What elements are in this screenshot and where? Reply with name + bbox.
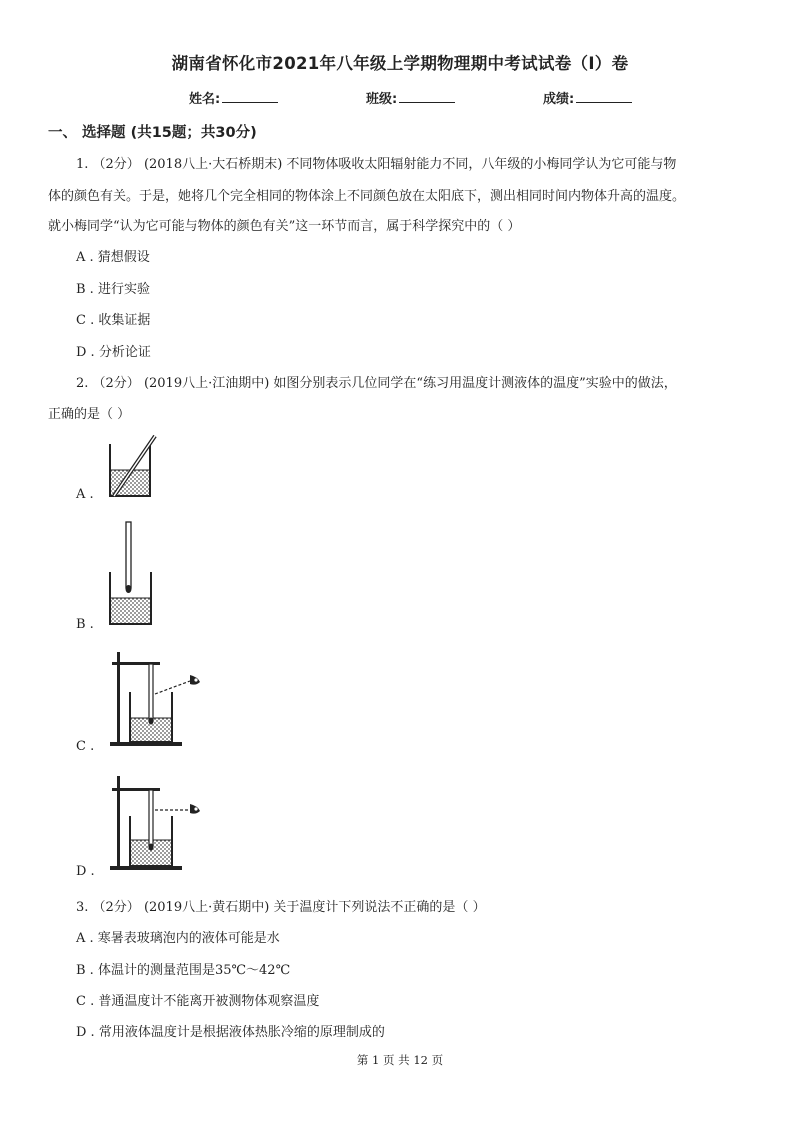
score-label: 成绩: (543, 92, 575, 107)
figure-b (100, 518, 170, 630)
figure-a (100, 432, 170, 502)
name-label: 姓名: (189, 92, 221, 107)
page-footer: 第 1 页 共 12 页 (356, 1053, 444, 1067)
score-blank[interactable] (576, 90, 632, 103)
q2-line1: 2. （2分） (2019八上·江油期中) 如图分别表示几位同学在“练习用温度计测液体的温度”实验中的做法， (76, 376, 677, 391)
q2-option-a-label[interactable]: A . (76, 487, 94, 502)
page-title: 湖南省怀化市2021年八年级上学期物理期中考试试卷（I）卷 (171, 54, 629, 73)
name-field[interactable] (189, 88, 278, 107)
q1-option-b[interactable]: B . 进行实验 (76, 282, 150, 297)
q3-line1: 3. （2分） (2019八上·黄石期中) 关于温度计下列说法不正确的是（ ） (76, 900, 486, 915)
figure-d (100, 772, 220, 876)
q1-option-d[interactable]: D . 分析论证 (76, 345, 151, 360)
q2-option-c-label[interactable]: C . (76, 739, 95, 754)
q1-option-a[interactable]: A . 猜想假设 (76, 250, 150, 265)
q3-option-d[interactable]: D . 常用液体温度计是根据液体热胀冷缩的原理制成的 (76, 1025, 385, 1040)
q2-line2: 正确的是（ ） (48, 407, 131, 422)
q1-line1: 1. （2分） (2018八上·大石桥期末) 不同物体吸收太阳辐射能力不同，八年级的小梅同学认为它可能与物 (76, 157, 677, 172)
q1-line2: 体的颜色有关。于是，她将几个完全相同的物体涂上不同颜色放在太阳底下，测出相同时间内物体升高的温度。 (48, 189, 686, 204)
q3-option-a[interactable]: A . 寒暑表玻璃泡内的液体可能是水 (76, 931, 280, 946)
q3-option-c[interactable]: C . 普通温度计不能离开被测物体观察温度 (76, 994, 320, 1009)
q2-option-d-label[interactable]: D . (76, 864, 95, 879)
score-field[interactable] (543, 88, 632, 107)
q3-option-b[interactable]: B . 体温计的测量范围是35℃～42℃ (76, 963, 291, 978)
section-heading: 一、 选择题 (共15题；共30分) (48, 125, 257, 141)
q1-option-c[interactable]: C . 收集证据 (76, 313, 151, 328)
name-blank[interactable] (222, 90, 278, 103)
q2-option-b-label[interactable]: B . (76, 617, 94, 632)
class-field[interactable] (366, 88, 455, 107)
class-blank[interactable] (399, 90, 455, 103)
figure-c (100, 648, 220, 752)
class-label: 班级: (366, 92, 398, 107)
q1-line3: 就小梅同学“认为它可能与物体的颜色有关”这一环节而言，属于科学探究中的（ ） (48, 219, 521, 234)
